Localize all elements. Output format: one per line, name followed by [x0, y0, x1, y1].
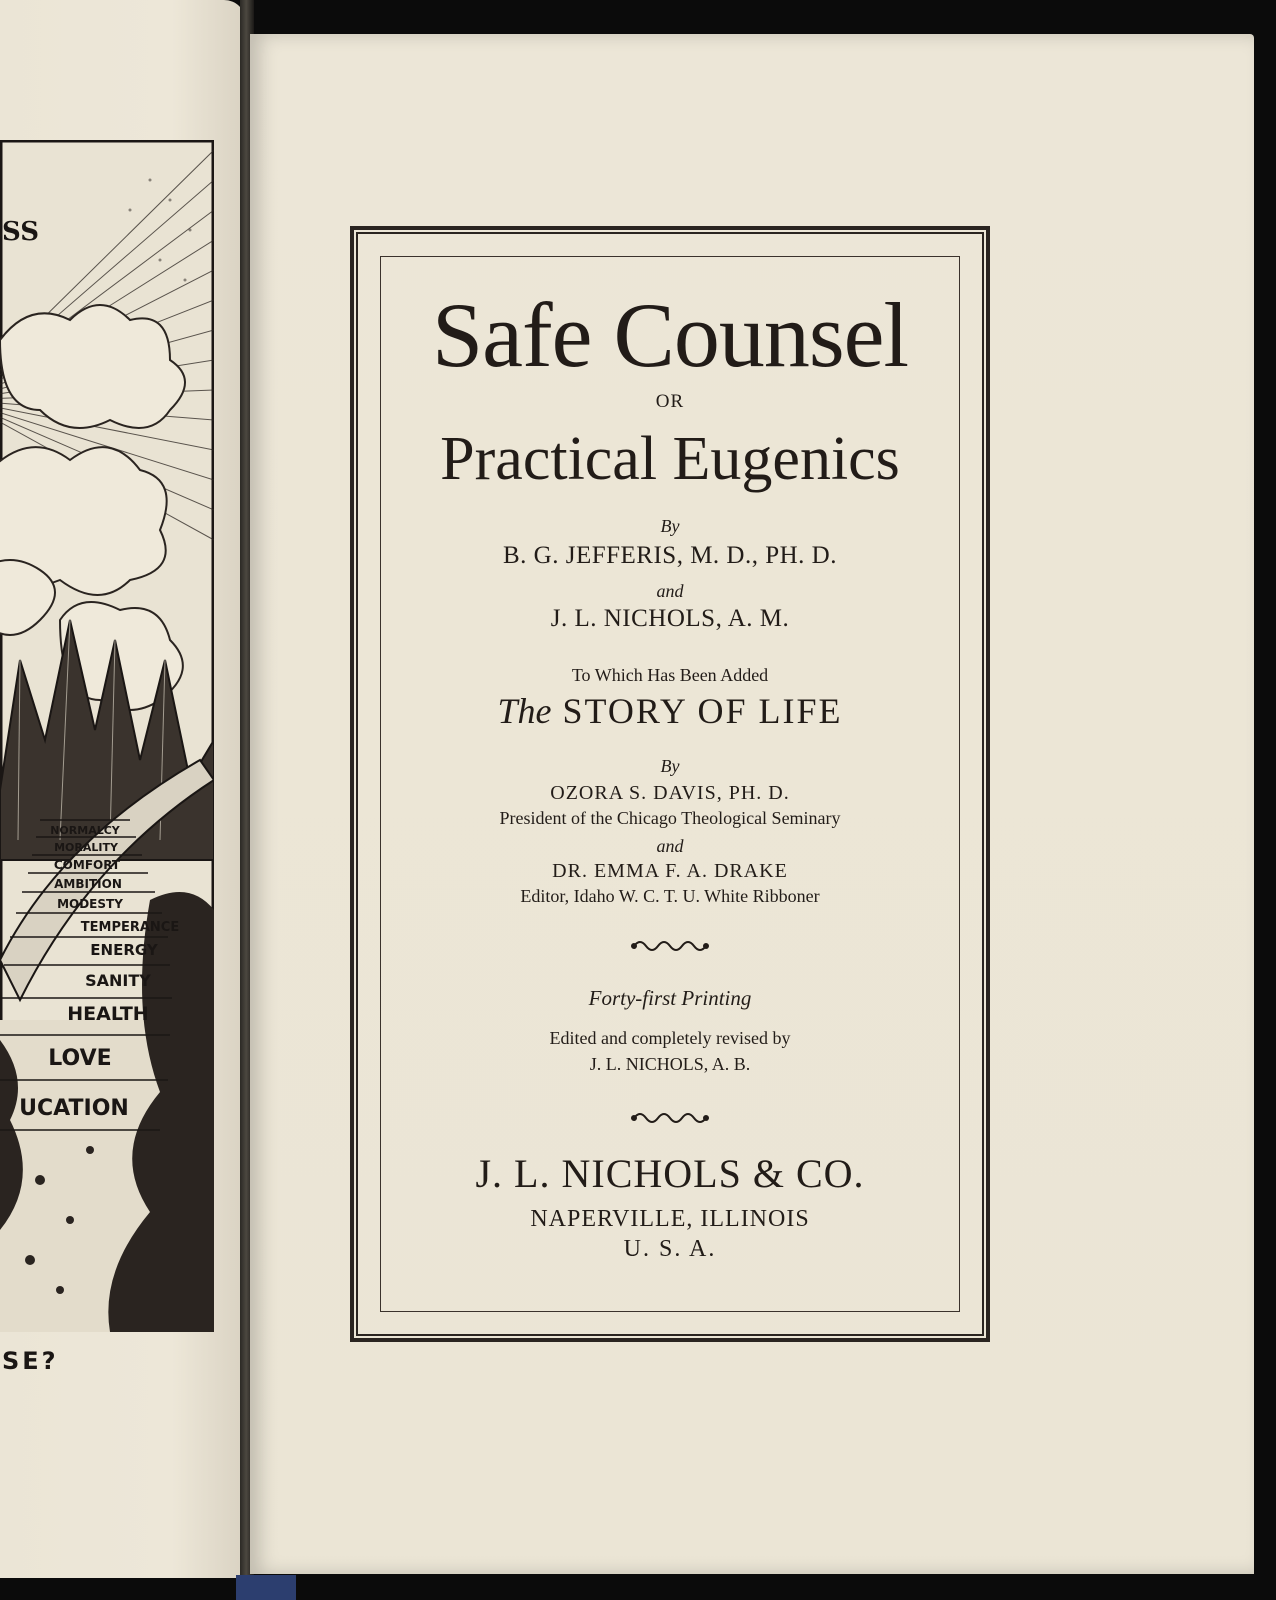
author-1: B. G. JEFFERIS, M. D., PH. D.	[502, 542, 837, 569]
frontispiece-illustration	[0, 140, 214, 1332]
author-3-role: President of the Chicago Theological Seminary	[499, 808, 841, 828]
frontispiece-caption: SE?	[2, 1347, 59, 1375]
author-2: J. L. NICHOLS, A. M.	[550, 605, 790, 632]
author-4: DR. EMMA F. A. DRAKE	[552, 860, 788, 882]
step-1: NORMALCY	[50, 824, 120, 837]
story-title-rest: STORY OF LIFE	[562, 691, 843, 731]
step-3: COMFORT	[53, 858, 121, 872]
step-10: LOVE	[48, 1046, 112, 1071]
book-subtitle: Practical Eugenics	[440, 425, 900, 493]
title-or: OR	[655, 391, 685, 412]
step-4: AMBITION	[54, 877, 122, 891]
edited-note: Edited and completely revised by	[549, 1028, 791, 1048]
author-4-role: Editor, Idaho W. C. T. U. White Ribboner	[520, 886, 820, 906]
and-label-1: and	[656, 581, 684, 601]
step-8: SANITY	[85, 971, 151, 990]
by-label-1: By	[660, 516, 680, 536]
ornament-divider-1	[630, 938, 710, 954]
step-11: UCATION	[19, 1096, 129, 1121]
step-5: MODESTY	[57, 897, 123, 911]
cover-edge	[236, 1575, 296, 1600]
publisher-city: NAPERVILLE, ILLINOIS	[530, 1206, 810, 1232]
left-page-frontispiece	[0, 0, 246, 1578]
publisher-name: J. L. NICHOLS & CO.	[475, 1151, 865, 1196]
editor-name: J. L. NICHOLS, A. B.	[589, 1054, 751, 1074]
author-3: OZORA S. DAVIS, PH. D.	[550, 782, 790, 804]
step-7: ENERGY	[90, 941, 158, 959]
and-label-2: and	[656, 836, 684, 856]
printing-note: Forty-first Printing	[588, 986, 752, 1010]
story-title	[380, 690, 960, 732]
publisher-country: U. S. A.	[623, 1236, 717, 1262]
added-note: To Which Has Been Added	[571, 665, 769, 685]
top-letters: SS	[2, 217, 39, 247]
story-title-the: The	[497, 691, 552, 731]
step-9: HEALTH	[67, 1003, 149, 1025]
ornament-divider-2	[630, 1110, 710, 1126]
step-6: TEMPERANCE	[80, 920, 180, 935]
step-2: MORALITY	[54, 841, 118, 854]
by-label-2: By	[660, 756, 680, 776]
book-title: Safe Counsel	[431, 284, 909, 386]
